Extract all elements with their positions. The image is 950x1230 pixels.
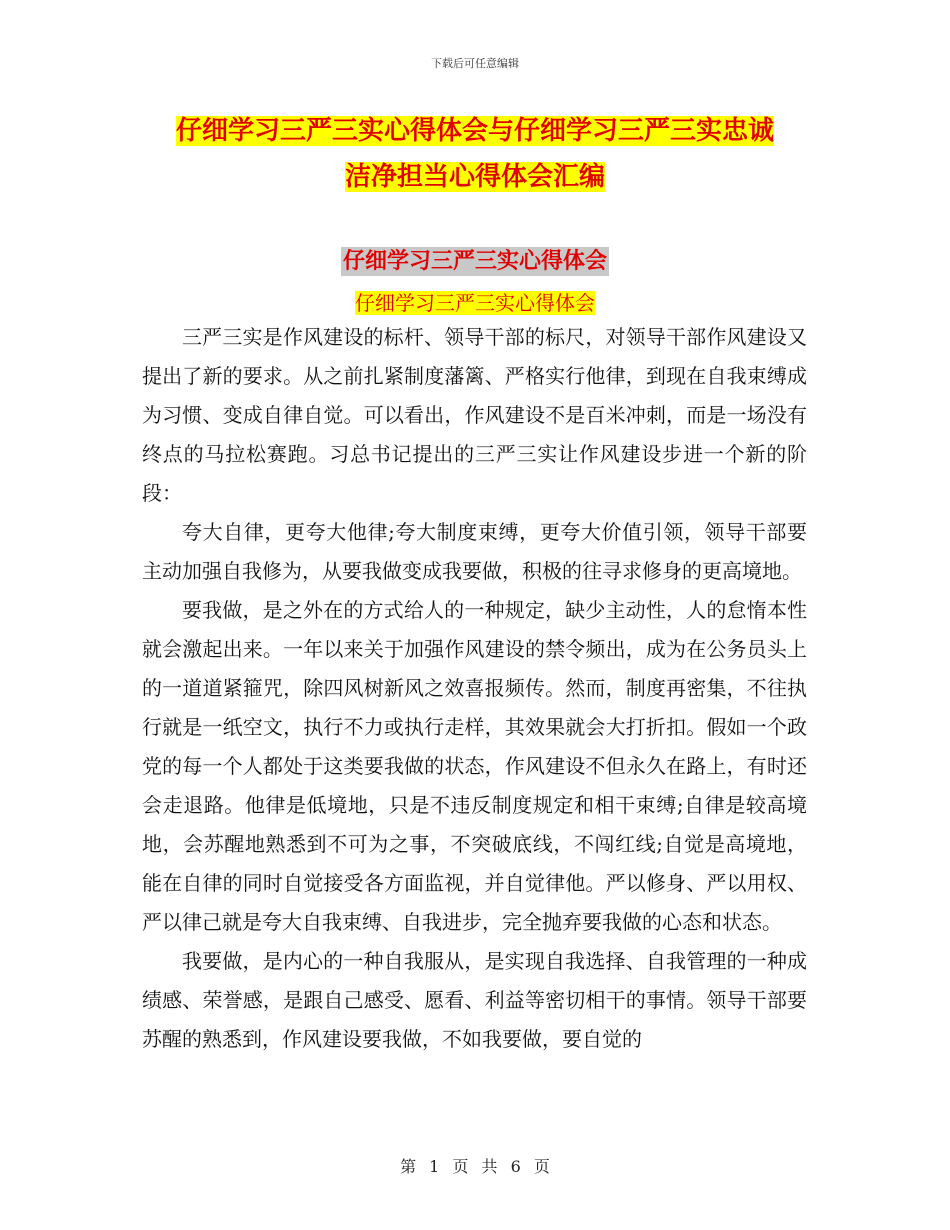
paragraph: 夸大自律，更夸大他律;夸大制度束缚，更夸大价值引领，领导干部要主动加强自我修为，从要我做变成我要做，积极的往寻求修身的更高境地。 (142, 520, 807, 583)
title-line-2: 洁净担当心得体会汇编 (344, 162, 605, 192)
section-subheading-text: 仔细学习三严三实心得体会 (355, 291, 595, 315)
header-note: 下载后可任意编辑 (431, 57, 519, 70)
section-heading-text: 仔细学习三严三实心得体会 (342, 249, 607, 274)
title-line-1: 仔细学习三严三实心得体会与仔细学习三严三实忠诚 (175, 116, 774, 146)
body-text (142, 318, 807, 1059)
page-footer: 第 1 页 共 6 页 (400, 1157, 550, 1176)
section-subheading (0, 287, 950, 316)
document-title (0, 108, 950, 200)
paragraph: 要我做，是之外在的方式给人的一种规定，缺少主动性，人的怠惰本性就会激起出来。一年以来关于加强作风建设的禁令频出，成为在公务员头上的一道道紧箍咒，除四风树新风之效喜报频传。然而，制度再密集，不往执行就是一纸空文，执行不力或执行走样，其效果就会大打折扣。假如一个政党的每一个人都处于这类要我做的状态，作风建设不但永久在路上，有时还会走退路。他律是低境地，只是不违反制度规定和相干束缚;自律是较高境地，会苏醒地熟悉到不可为之事，不突破底线，不闯红线;自觉是高境地，能在自律的同时自觉接受各方面监视，并自觉律他。严以修身、严以用权、严以律己就是夸大自我束缚、自我进步，完全抛弃要我做的心态和状态。 (142, 598, 807, 934)
paragraph: 三严三实是作风建设的标杆、领导干部的标尺，对领导干部作风建设又提出了新的要求。从之前扎紧制度藩篱、严格实行他律，到现在自我束缚成为习惯、变成自律自觉。可以看出，作风建设不是百米冲刺，而是一场没有终点的马拉松赛跑。习总书记提出的三严三实让作风建设步进一个新的阶段： (142, 325, 807, 505)
paragraph: 我要做，是内心的一种自我服从，是实现自我选择、自我管理的一种成绩感、荣誉感，是跟自己感受、愿看、利益等密切相干的事情。领导干部要苏醒的熟悉到，作风建设要我做，不如我要做，要自觉的 (142, 949, 807, 1051)
section-heading (0, 244, 950, 275)
